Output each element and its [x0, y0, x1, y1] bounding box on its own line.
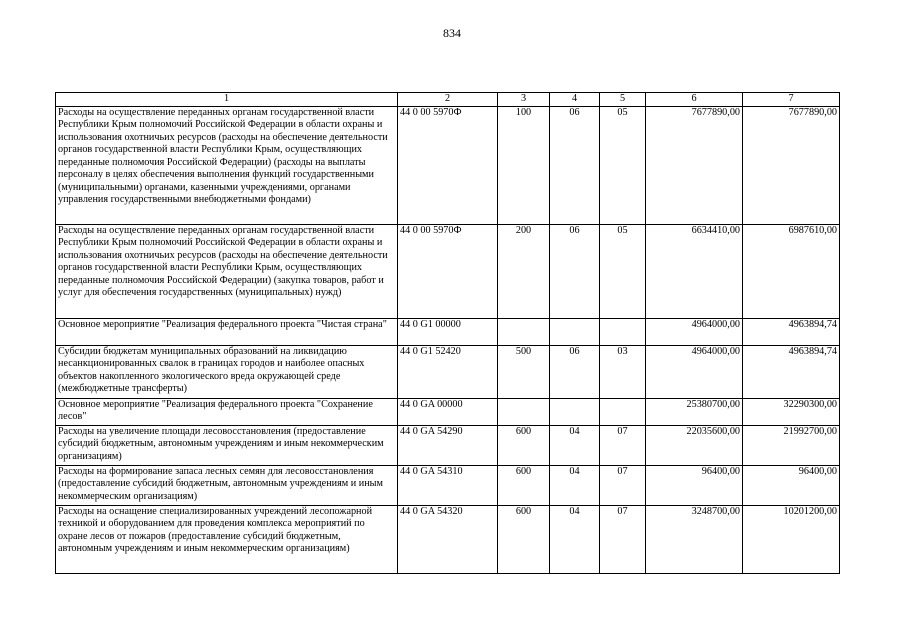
table-header-row — [56, 93, 840, 107]
row-pr-cell: 07 — [600, 425, 646, 465]
row-code-cell: 44 0 GA 00000 — [398, 398, 498, 425]
row-code-cell: 44 0 00 5970Ф — [398, 224, 498, 318]
row-name-cell: Расходы на оснащение специализированных учреждений лесопожарной техникой и оборудованием для проведения комплекса мероприятий по охране лесов от пожаров (предоставление субсидий бюджетным, автономным учреждениям и иным некоммерческим организациям) — [56, 505, 398, 573]
header-cell: 3 — [498, 93, 550, 107]
row-sum2-cell: 6987610,00 — [743, 224, 840, 318]
row-sum2-cell: 4963894,74 — [743, 318, 840, 345]
row-pr-cell — [600, 318, 646, 345]
row-sum2-cell: 7677890,00 — [743, 106, 840, 224]
row-sum2-cell: 96400,00 — [743, 465, 840, 505]
row-name-cell: Основное мероприятие "Реализация федерального проекта "Сохранение лесов" — [56, 398, 398, 425]
row-pr-cell: 03 — [600, 345, 646, 398]
row-vr-cell: 500 — [498, 345, 550, 398]
row-vr-cell: 600 — [498, 505, 550, 573]
row-name-cell: Расходы на осуществление переданных органам государственной власти Республики Крым полномочий Российской Федерации в области охраны и использования охотничьих ресурсов (расходы на обеспечение деятельности органов государственной власти Республики Крым, осуществляющих переданные полномочия Российской Федерации) (расходы на выплаты персоналу в целях обеспечения выполнения функций государственными (муниципальными) органами, казенными учреждениями, органами управления государственными внебюджетными фондами) — [56, 106, 398, 224]
row-rz-cell — [550, 318, 600, 345]
table-row — [56, 318, 840, 345]
header-cell: 6 — [646, 93, 743, 107]
row-vr-cell: 200 — [498, 224, 550, 318]
row-pr-cell: 07 — [600, 465, 646, 505]
table-row — [56, 106, 840, 224]
row-sum1-cell: 4964000,00 — [646, 318, 743, 345]
row-code-cell: 44 0 GA 54290 — [398, 425, 498, 465]
table-row — [56, 224, 840, 318]
row-rz-cell: 06 — [550, 345, 600, 398]
row-sum2-cell: 4963894,74 — [743, 345, 840, 398]
row-rz-cell: 04 — [550, 425, 600, 465]
header-cell: 1 — [56, 93, 398, 107]
row-pr-cell: 05 — [600, 224, 646, 318]
row-vr-cell — [498, 398, 550, 425]
row-sum1-cell: 6634410,00 — [646, 224, 743, 318]
row-sum1-cell: 22035600,00 — [646, 425, 743, 465]
row-rz-cell: 04 — [550, 505, 600, 573]
table-row — [56, 505, 840, 573]
row-name-cell: Субсидии бюджетам муниципальных образований на ликвидацию несанкционированных свалок в границах городов и наиболее опасных объектов накопленного экологического вреда окружающей среде (межбюджетные трансферты) — [56, 345, 398, 398]
table-row — [56, 425, 840, 465]
table-row — [56, 465, 840, 505]
row-name-cell: Расходы на осуществление переданных органам государственной власти Республики Крым полномочий Российской Федерации в области охраны и использования охотничьих ресурсов (расходы на обеспечение деятельности органов государственной власти Республики Крым, осуществляющих переданные полномочия Российской Федерации) (закупка товаров, работ и услуг для обеспечения государственных (муниципальных) нужд) — [56, 224, 398, 318]
row-code-cell: 44 0 GA 54310 — [398, 465, 498, 505]
row-sum1-cell: 4964000,00 — [646, 345, 743, 398]
row-sum1-cell: 25380700,00 — [646, 398, 743, 425]
row-code-cell: 44 0 GA 54320 — [398, 505, 498, 573]
row-sum1-cell: 7677890,00 — [646, 106, 743, 224]
header-cell: 4 — [550, 93, 600, 107]
row-name-cell: Основное мероприятие "Реализация федерального проекта "Чистая страна" — [56, 318, 398, 345]
row-vr-cell: 600 — [498, 465, 550, 505]
row-pr-cell — [600, 398, 646, 425]
header-cell: 7 — [743, 93, 840, 107]
row-vr-cell: 100 — [498, 106, 550, 224]
row-sum2-cell: 21992700,00 — [743, 425, 840, 465]
table-row — [56, 345, 840, 398]
table-row — [56, 398, 840, 425]
row-sum2-cell: 10201200,00 — [743, 505, 840, 573]
row-pr-cell: 07 — [600, 505, 646, 573]
row-rz-cell: 04 — [550, 465, 600, 505]
header-cell: 5 — [600, 93, 646, 107]
row-sum1-cell: 3248700,00 — [646, 505, 743, 573]
budget-table — [55, 92, 840, 574]
row-rz-cell: 06 — [550, 106, 600, 224]
row-code-cell: 44 0 00 5970Ф — [398, 106, 498, 224]
row-vr-cell — [498, 318, 550, 345]
page-number: 834 — [443, 26, 461, 40]
row-rz-cell — [550, 398, 600, 425]
row-code-cell: 44 0 G1 52420 — [398, 345, 498, 398]
header-cell: 2 — [398, 93, 498, 107]
row-sum1-cell: 96400,00 — [646, 465, 743, 505]
row-sum2-cell: 32290300,00 — [743, 398, 840, 425]
row-pr-cell: 05 — [600, 106, 646, 224]
row-name-cell: Расходы на формирование запаса лесных семян для лесовосстановления (предоставление субсидий бюджетным, автономным учреждениям и иным некоммерческим организациям) — [56, 465, 398, 505]
row-vr-cell: 600 — [498, 425, 550, 465]
row-name-cell: Расходы на увеличение площади лесовосстановления (предоставление субсидий бюджетным, автономным учреждениям и иным некоммерческим организациям) — [56, 425, 398, 465]
row-code-cell: 44 0 G1 00000 — [398, 318, 498, 345]
row-rz-cell: 06 — [550, 224, 600, 318]
